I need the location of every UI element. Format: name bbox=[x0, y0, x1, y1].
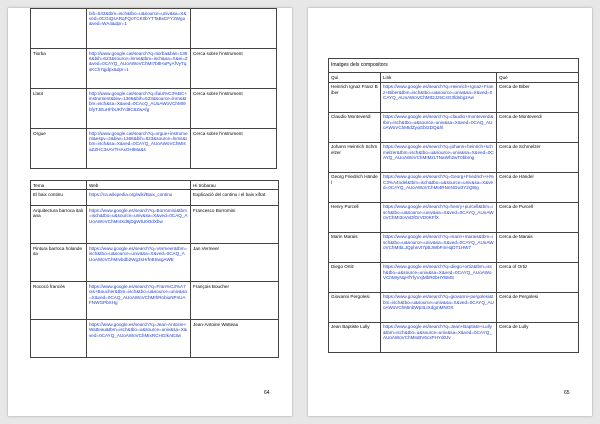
table-row bbox=[31, 9, 277, 49]
what-cell: Cerca de Lully bbox=[497, 322, 579, 352]
theme-cell: Arquitectura barroca italiana bbox=[31, 206, 87, 244]
table-row bbox=[329, 322, 579, 352]
url-link[interactable]: https://www.google.es/search?q=johann+heinrich+schmelzer&tbm=isch&tbo=u&source=univ&sa=X&ved=0CAYQ_AUoAWoVChMIMzLTNaWh2wT0bbmg bbox=[381, 142, 497, 172]
table-row bbox=[329, 112, 579, 142]
page-number: 64 bbox=[264, 390, 270, 396]
composers-table bbox=[328, 58, 579, 353]
url-link[interactable]: https://www.google.es/search?q=Georg+Friedrich+H%C3%A4ndel&tbm=isch&tbo=u&source=univ&sa=X&ved=0CAYQ_AUoAWoVChMI4RNnNGw3Y2Q8Ig bbox=[381, 172, 497, 202]
theme-cell: Pintura barroca holandesa bbox=[31, 244, 87, 282]
column-header-link: Link bbox=[381, 73, 497, 82]
found-cell: Jean-Antoine Watteau bbox=[191, 320, 279, 358]
url-link[interactable]: http://www.google.cat/search?q=llaut%C3%BC+instrument&biw=1366&bih=623&source=lnms&tbm=isch&sa=X&ved=0CAcQ_AUoAWoVChMI9bfyTJEuHFbUKfYd8C6ZwAfg bbox=[87, 89, 191, 129]
table-row bbox=[31, 190, 279, 206]
what-cell: Cerca de Marais bbox=[497, 232, 579, 262]
url-link[interactable]: bih=643&tbm=isch&tbo=u&source=univ&sa=X&ved=0CGIQsARqFQoTCK0bYTTaBxCFY2Wgo&ved=WA4&dpr=1 bbox=[87, 9, 191, 49]
url-link[interactable]: http://www.google.cat/search?q=orgue+instrument&espv=2&biw=1366&bih=623&source=lnms&tbm=isch&sa=X&ved=0CAYQ_AUoAWoVChMIsaZZHC3sAVTHAxOHtMa&s bbox=[87, 129, 191, 169]
term-cell: Llaüt bbox=[31, 89, 87, 129]
url-link[interactable]: https://www.google.es/search?q=henry+purcell&tbm=isch&tbo=u&source=univ&sa=X&ved=0CAYQ_AUoAWoVChMI3oVxDfOrVD0KFfX bbox=[381, 202, 497, 232]
found-cell: François Boucher bbox=[191, 282, 279, 320]
table-row bbox=[329, 172, 579, 202]
theme-cell: El baix continu bbox=[31, 190, 87, 206]
who-cell: Heinrich Ignaz Franz Biber bbox=[329, 82, 381, 112]
left-page bbox=[8, 8, 292, 416]
table-row bbox=[329, 292, 579, 322]
url-link[interactable]: http://www.google.cat/search?q=tiorba&biw=1366&bih=623&source=lnms&tbm=isch&sa=X&ei=Z&ved=0CAYQ_AUoAWoVChMI7b8HuPyAfVyTqsKCh7qjdpx&dpr=1 bbox=[87, 49, 191, 89]
themes-table bbox=[30, 180, 279, 358]
url-link[interactable]: https://www.google.es/search?q=Heinrich+Ignaz+Franz+Biber&tbm=isch&tbo=u&source=univ&sa=X&ved=0CAYQ_AUoAWoVChMIt2Jz5C4G3fdnbgzAw bbox=[381, 82, 497, 112]
who-cell: Henry Purcell bbox=[329, 202, 381, 232]
column-header-theme: Tema bbox=[31, 181, 87, 190]
url-link[interactable]: https://www.google.es/search?q=marin+marais&tbm=isch&tbo=u&source=univ&sa=X&ved=0CAYQ_AUoAWoVChMIbLJQphsVt7pBJWbFmHqDT1HW7 bbox=[381, 232, 497, 262]
header-row bbox=[329, 73, 579, 82]
what-cell: Cerca de Purcell bbox=[497, 202, 579, 232]
who-cell: Georg Friedrich Händel bbox=[329, 172, 381, 202]
column-header-found: Hi trobarau bbox=[191, 181, 279, 190]
found-cell: Jan Vermeer bbox=[191, 244, 279, 282]
who-cell: Marin Marais bbox=[329, 232, 381, 262]
table-row bbox=[31, 282, 279, 320]
table-row bbox=[329, 232, 579, 262]
table-row bbox=[31, 89, 277, 129]
what-cell: Cerca de Biber bbox=[497, 82, 579, 112]
url-link[interactable]: https://ca.wikipedia.org/wiki/Baix_continu bbox=[87, 190, 191, 206]
url-link[interactable]: https://www.google.es/search?q=claudio+monteverdi&tbm=isch&tbo=u&source=univ&sa=X&ved=0CAQ_AUoAWoVChMIdZyqGbr2DQ&hl bbox=[381, 112, 497, 142]
what-cell: Cerca de Schmelzer bbox=[497, 142, 579, 172]
theme-cell: Rococó francès bbox=[31, 282, 87, 320]
who-cell: Giovanni Pergolesi bbox=[329, 292, 381, 322]
url-link[interactable]: https://www.google.es/search?q=Fran%C3%A7ois+Boucher&tbm=isch&tbo=u&source=univ&sa=X&ved=0CAQ_AUoAWoVChMIhRnbiuNPnUAFNWGPbXHg bbox=[87, 282, 191, 320]
url-link[interactable]: https://www.google.es/search?q=diego+ortiz&tbm=isch&tbo=u&source=univ&sa=X&ved=0CAYQ_AUoAWoVChMIyNqHfYfyVxjMbR0bHYBMS bbox=[381, 262, 497, 292]
who-cell: Johann Heinrich Schmelzer bbox=[329, 142, 381, 172]
url-link[interactable]: https://www.google.es/search?q=Jean-Antoine+Watteau&tbm=isch&tbo=u&source=univ&sa=X&ved=0CAYQ_AUoAWoVChMIxRCHGIkAE3w bbox=[87, 320, 191, 358]
description-cell bbox=[191, 9, 277, 49]
description-cell: Cerca sobre l'instrument bbox=[191, 129, 277, 169]
table-row bbox=[329, 82, 579, 112]
url-link[interactable]: https://www.google.es/search?q=Jean+Baptiste+Lully&tbm=isch&tbo=u&source=univ&sa=X&ved=0CAYQ_AUoAWoVChMIoBV6cxPHYd0Jv bbox=[381, 322, 497, 352]
theme-cell bbox=[31, 320, 87, 358]
table-row bbox=[329, 262, 579, 292]
page-number: 65 bbox=[564, 390, 570, 396]
url-link[interactable]: https://www.google.es/search?q=Vermeer&tbm=isch&tbo=u&source=univ&sa=X&ved=0CAQ_AUoAWoVChMIvbdb2Wg3sHrfnBSwgAWE bbox=[87, 244, 191, 282]
table-row bbox=[329, 202, 579, 232]
table-row bbox=[329, 142, 579, 172]
found-cell: Francesco Borromini bbox=[191, 206, 279, 244]
who-cell: Claudio Monteverdi bbox=[329, 112, 381, 142]
table-row bbox=[31, 49, 277, 89]
what-cell: Cerca of Ortiz bbox=[497, 262, 579, 292]
description-cell: Cerca sobre l'instrument bbox=[191, 49, 277, 89]
column-header-web: Web bbox=[87, 181, 191, 190]
what-cell: Cerca de Händel bbox=[497, 172, 579, 202]
table-row bbox=[31, 129, 277, 169]
column-header-who: Qui bbox=[329, 73, 381, 82]
table-row bbox=[31, 206, 279, 244]
instruments-table bbox=[30, 8, 277, 169]
table-row bbox=[31, 320, 279, 358]
right-page bbox=[308, 8, 592, 416]
title-row bbox=[329, 59, 579, 73]
url-link[interactable]: https://www.google.es/search?q=Borromini&tbm=isch&tbo=u&source=univ&sa=X&ved=0CAQ_AUoAWoVChMI4Xd6jDgWtU0OdXbw bbox=[87, 206, 191, 244]
who-cell: Diego Ortiz bbox=[329, 262, 381, 292]
table-title: Imatges dels compositors bbox=[329, 59, 579, 73]
term-cell bbox=[31, 9, 87, 49]
header-row bbox=[31, 181, 279, 190]
term-cell: Orgue bbox=[31, 129, 87, 169]
what-cell: Cerca de Monteverdi bbox=[497, 112, 579, 142]
term-cell: Tiorba bbox=[31, 49, 87, 89]
what-cell: Cerca de Pergolesi bbox=[497, 292, 579, 322]
who-cell: Jean Baptiste Lully bbox=[329, 322, 381, 352]
description-cell: Cerca sobre l'instrument bbox=[191, 89, 277, 129]
found-cell: Explicació del continu i el baix xifrat bbox=[191, 190, 279, 206]
url-link[interactable]: https://www.google.es/search?q=giovanni+pergolesi&tbm=isch&tbo=u&source=univ&sa=X&ved=0CAYQ_AUoAWoVChMInbWp3LIXdgmMNOX bbox=[381, 292, 497, 322]
table-row bbox=[31, 244, 279, 282]
column-header-what: Què bbox=[497, 73, 579, 82]
